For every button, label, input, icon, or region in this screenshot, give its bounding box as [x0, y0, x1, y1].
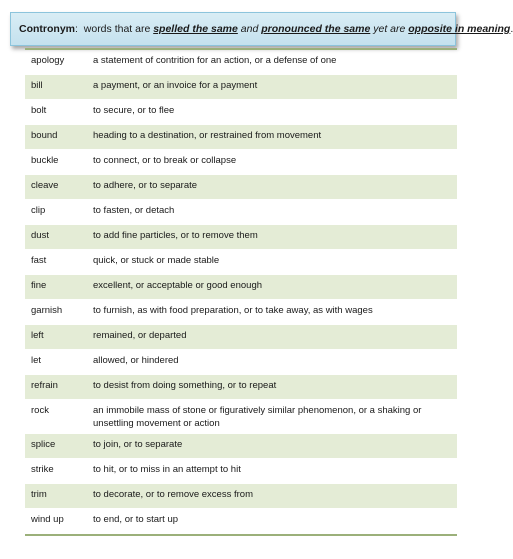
table-row — [25, 50, 457, 75]
definition-cell: to adhere, or to separate — [93, 180, 198, 191]
header-text-2: and — [237, 23, 262, 35]
word-cell: bound — [31, 130, 58, 141]
word-cell: clip — [31, 205, 46, 216]
definition-cell: a payment, or an invoice for a payment — [93, 80, 258, 91]
definition-cell: to add fine particles, or to remove them — [93, 230, 258, 241]
word-cell: strike — [31, 464, 54, 475]
header-emphasis-spelled: spelled the same — [153, 23, 238, 35]
table-row — [25, 225, 457, 250]
definition-cell: allowed, or hindered — [93, 355, 179, 366]
table-row — [25, 325, 457, 350]
definition-cell: to secure, or to flee — [93, 105, 175, 116]
word-cell: buckle — [31, 155, 59, 166]
table-row — [25, 75, 457, 100]
word-cell: fine — [31, 280, 47, 291]
word-cell: dust — [31, 230, 49, 241]
definition-cell: to hit, or to miss in an attempt to hit — [93, 464, 241, 475]
header-term: Contronym — [19, 23, 75, 35]
table-row — [25, 300, 457, 325]
definition-cell: to desist from doing something, or to repeat — [93, 380, 277, 391]
definition-cell: an immobile mass of stone or figuratively similar phenomenon, or a shaking or unsettling movement or action — [93, 405, 422, 429]
contronym-table — [25, 48, 457, 536]
definition-cell: excellent, or acceptable or good enough — [93, 280, 263, 291]
table-row — [25, 150, 457, 175]
table-row — [25, 459, 457, 484]
word-cell: apology — [31, 55, 65, 66]
word-cell: fast — [31, 255, 47, 266]
table-row — [25, 484, 457, 509]
definition-cell: to fasten, or detach — [93, 205, 175, 216]
word-cell: trim — [31, 489, 47, 500]
definition-cell: remained, or departed — [93, 330, 187, 341]
header-text-1: words that are — [83, 23, 154, 35]
word-cell: splice — [31, 439, 56, 450]
table-row — [25, 509, 457, 534]
table-row — [25, 175, 457, 200]
table-row — [25, 350, 457, 375]
definition-cell: to furnish, as with food preparation, or to take away, as with wages — [93, 305, 373, 316]
definition-cell: to decorate, or to remove excess from — [93, 489, 253, 500]
header-colon: : — [75, 23, 78, 35]
word-cell: let — [31, 355, 42, 366]
definition-cell: quick, or stuck or made stable — [93, 255, 220, 266]
table-row — [25, 125, 457, 150]
word-cell: bill — [31, 80, 43, 91]
word-cell: refrain — [31, 380, 58, 391]
header-emphasis-pronounced: pronounced the same — [261, 23, 371, 35]
header-emphasis-opposite: opposite in meaning — [408, 23, 511, 35]
word-cell: left — [31, 330, 44, 341]
word-cell: garnish — [31, 305, 63, 316]
table-row — [25, 275, 457, 300]
table-row — [25, 375, 457, 400]
header-banner — [10, 12, 513, 46]
header-text-3: yet are — [370, 23, 409, 35]
word-cell: wind up — [31, 514, 64, 525]
definition-cell: to end, or to start up — [93, 514, 179, 525]
word-cell: bolt — [31, 105, 47, 116]
definition-cell: a statement of contrition for an action, or a defense of one — [93, 55, 337, 66]
word-cell: rock — [31, 405, 49, 416]
table-row — [25, 434, 457, 459]
table-row — [25, 200, 457, 225]
table-row — [25, 250, 457, 275]
table-row — [25, 400, 457, 434]
word-cell: cleave — [31, 180, 59, 191]
header-text-4: . — [510, 23, 513, 35]
table-row — [25, 100, 457, 125]
definition-cell: to join, or to separate — [93, 439, 183, 450]
definition-cell: to connect, or to break or collapse — [93, 155, 237, 166]
definition-cell: heading to a destination, or restrained from movement — [93, 130, 322, 141]
